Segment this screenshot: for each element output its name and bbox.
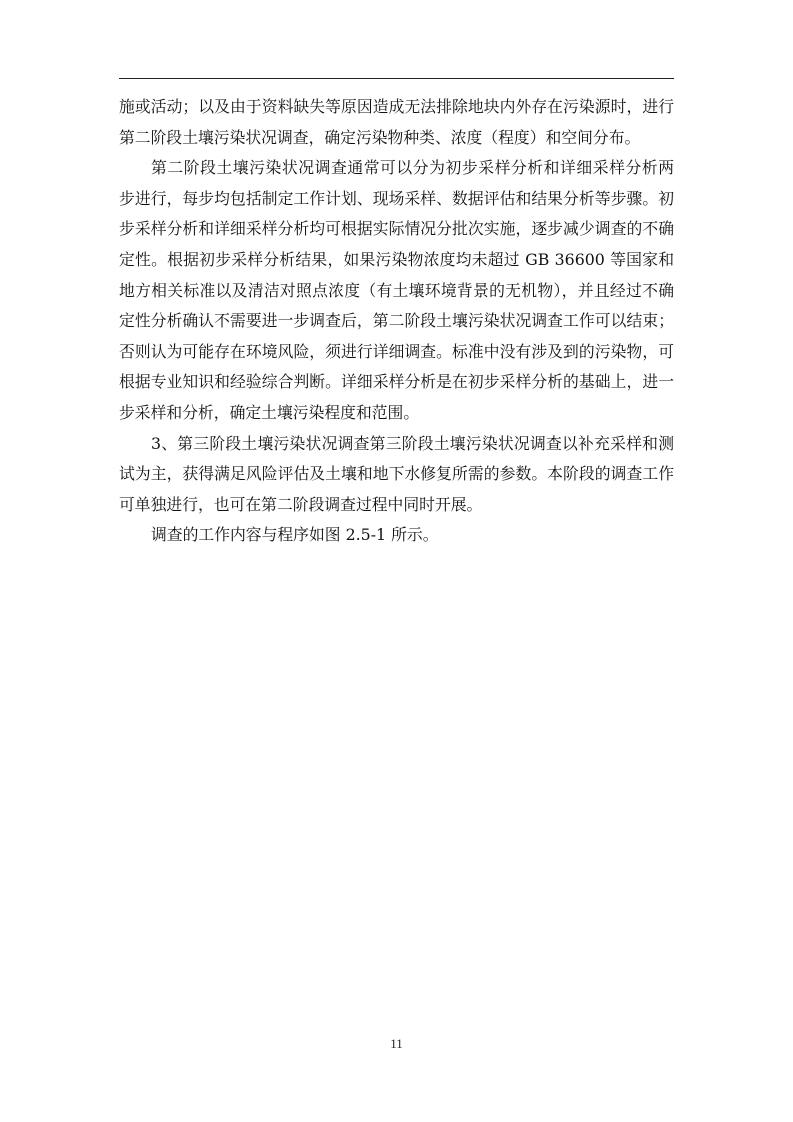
page-number: 11 xyxy=(390,1036,403,1051)
text-line: 定性。根据初步采样分析结果，如果污染物浓度均未超过 GB 36600 等国家和 xyxy=(119,249,674,269)
body-text xyxy=(119,92,674,551)
text-line: 可单独进行，也可在第二阶段调查过程中同时开展。 xyxy=(119,494,483,514)
paragraph-first-line: 第二阶段土壤污染状况调查通常可以分为初步采样分析和详细采样分析两 xyxy=(151,158,674,178)
text-line: 地方相关标准以及清洁对照点浓度（有土壤环境背景的无机物），并且经过不确 xyxy=(119,280,674,300)
text-line: 步采样分析和详细采样分析均可根据实际情况分批次实施，逐步减少调查的不确 xyxy=(119,219,674,239)
paragraph-first-line: 3、第三阶段土壤污染状况调查第三阶段土壤污染状况调查以补充采样和测 xyxy=(151,433,674,453)
text-line: 施或活动；以及由于资料缺失等原因造成无法排除地块内外存在污染源时，进行 xyxy=(119,97,674,116)
paragraph-first-line: 调查的工作内容与程序如图 2.5-1 所示。 xyxy=(151,525,439,545)
text-line: 否则认为可能存在环境风险，须进行详细调查。标准中没有涉及到的污染物，可 xyxy=(119,341,674,361)
text-line: 步进行，每步均包括制定工作计划、现场采样、数据评估和结果分析等步骤。初 xyxy=(119,188,674,208)
text-line: 步采样和分析，确定土壤污染程度和范围。 xyxy=(119,402,420,422)
header-rule xyxy=(119,78,674,79)
text-line: 试为主，获得满足风险评估及土壤和地下水修复所需的参数。本阶段的调查工作 xyxy=(119,464,674,484)
text-line: 定性分析确认不需要进一步调查后，第二阶段土壤污染状况调查工作可以结束； xyxy=(119,311,674,331)
text-line: 根据专业知识和经验综合判断。详细采样分析是在初步采样分析的基础上，进一 xyxy=(119,372,674,392)
text-line: 第二阶段土壤污染状况调查，确定污染物种类、浓度（程度）和空间分布。 xyxy=(119,127,641,147)
